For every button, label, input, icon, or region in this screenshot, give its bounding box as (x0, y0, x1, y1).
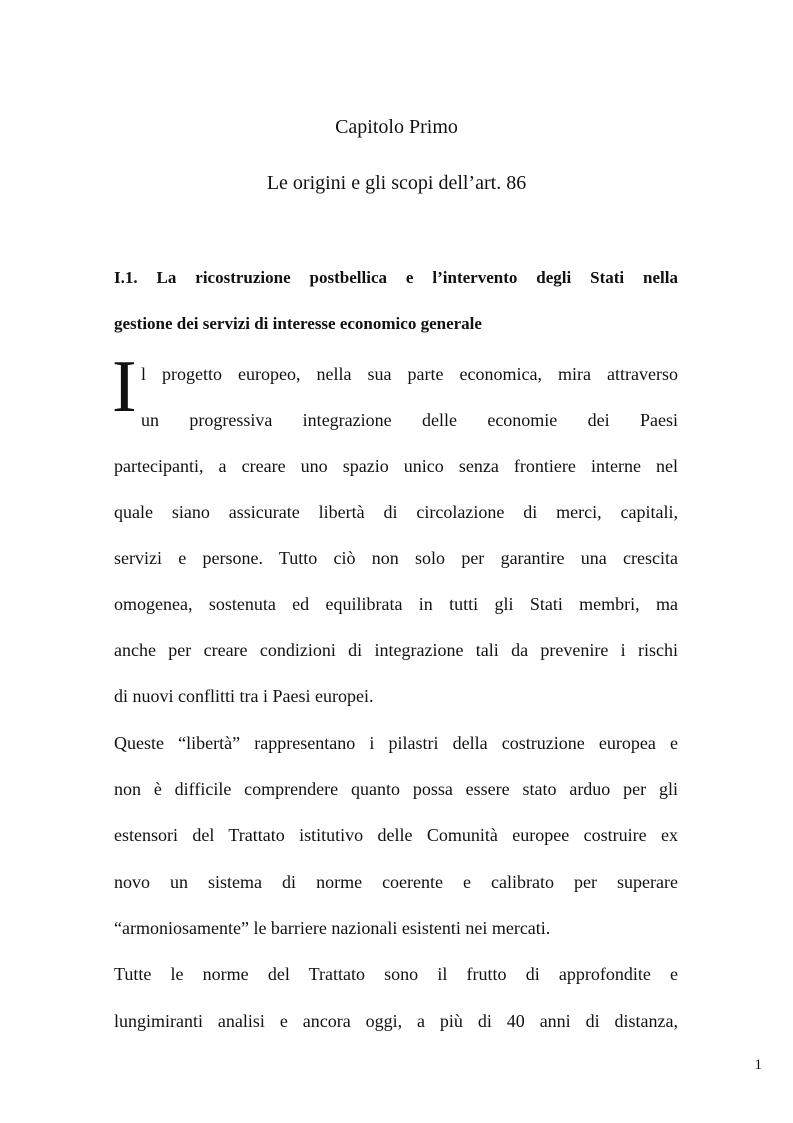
page-number: 1 (754, 1057, 762, 1073)
paragraph-line: un progressiva integrazione delle economie dei Paesi (141, 410, 678, 430)
paragraph-line: servizi e persone. Tutto ciò non solo per garantire una crescita (114, 548, 678, 568)
drop-cap: I (112, 346, 137, 428)
paragraph-line: di nuovi conflitti tra i Paesi europei. (114, 686, 374, 706)
chapter-subtitle: Le origini e gli scopi dell’art. 86 (266, 172, 527, 194)
paragraph-line: l progetto europeo, nella sua parte economica, mira attraverso (141, 364, 678, 384)
paragraph-line: omogenea, sostenuta ed equilibrata in tutti gli Stati membri, ma (114, 594, 678, 614)
paragraph-line: lungimiranti analisi e ancora oggi, a più di 40 anni di distanza, (114, 1011, 678, 1031)
chapter-title: Capitolo Primo (335, 116, 458, 138)
paragraph-line: Queste “libertà” rappresentano i pilastri della costruzione europea e (114, 733, 678, 753)
paragraph-line: estensori del Trattato istitutivo delle Comunità europee costruire ex (114, 825, 678, 845)
paragraph-line: Tutte le norme del Trattato sono il frutto di approfondite e (114, 964, 678, 984)
section-heading-line-2: gestione dei servizi di interesse economico generale (114, 314, 482, 333)
paragraph-line: “armoniosamente” le barriere nazionali esistenti nei mercati. (114, 918, 551, 938)
paragraph-line: partecipanti, a creare uno spazio unico senza frontiere interne nel (114, 456, 678, 476)
paragraph-line: quale siano assicurate libertà di circolazione di merci, capitali, (114, 502, 678, 522)
paragraph-line: novo un sistema di norme coerente e calibrato per superare (114, 872, 678, 892)
paragraph-line: non è difficile comprendere quanto possa essere stato arduo per gli (114, 779, 678, 799)
section-heading-line-1: I.1. La ricostruzione postbellica e l’intervento degli Stati nella (114, 268, 678, 287)
paragraph-line: anche per creare condizioni di integrazione tali da prevenire i rischi (114, 640, 678, 660)
